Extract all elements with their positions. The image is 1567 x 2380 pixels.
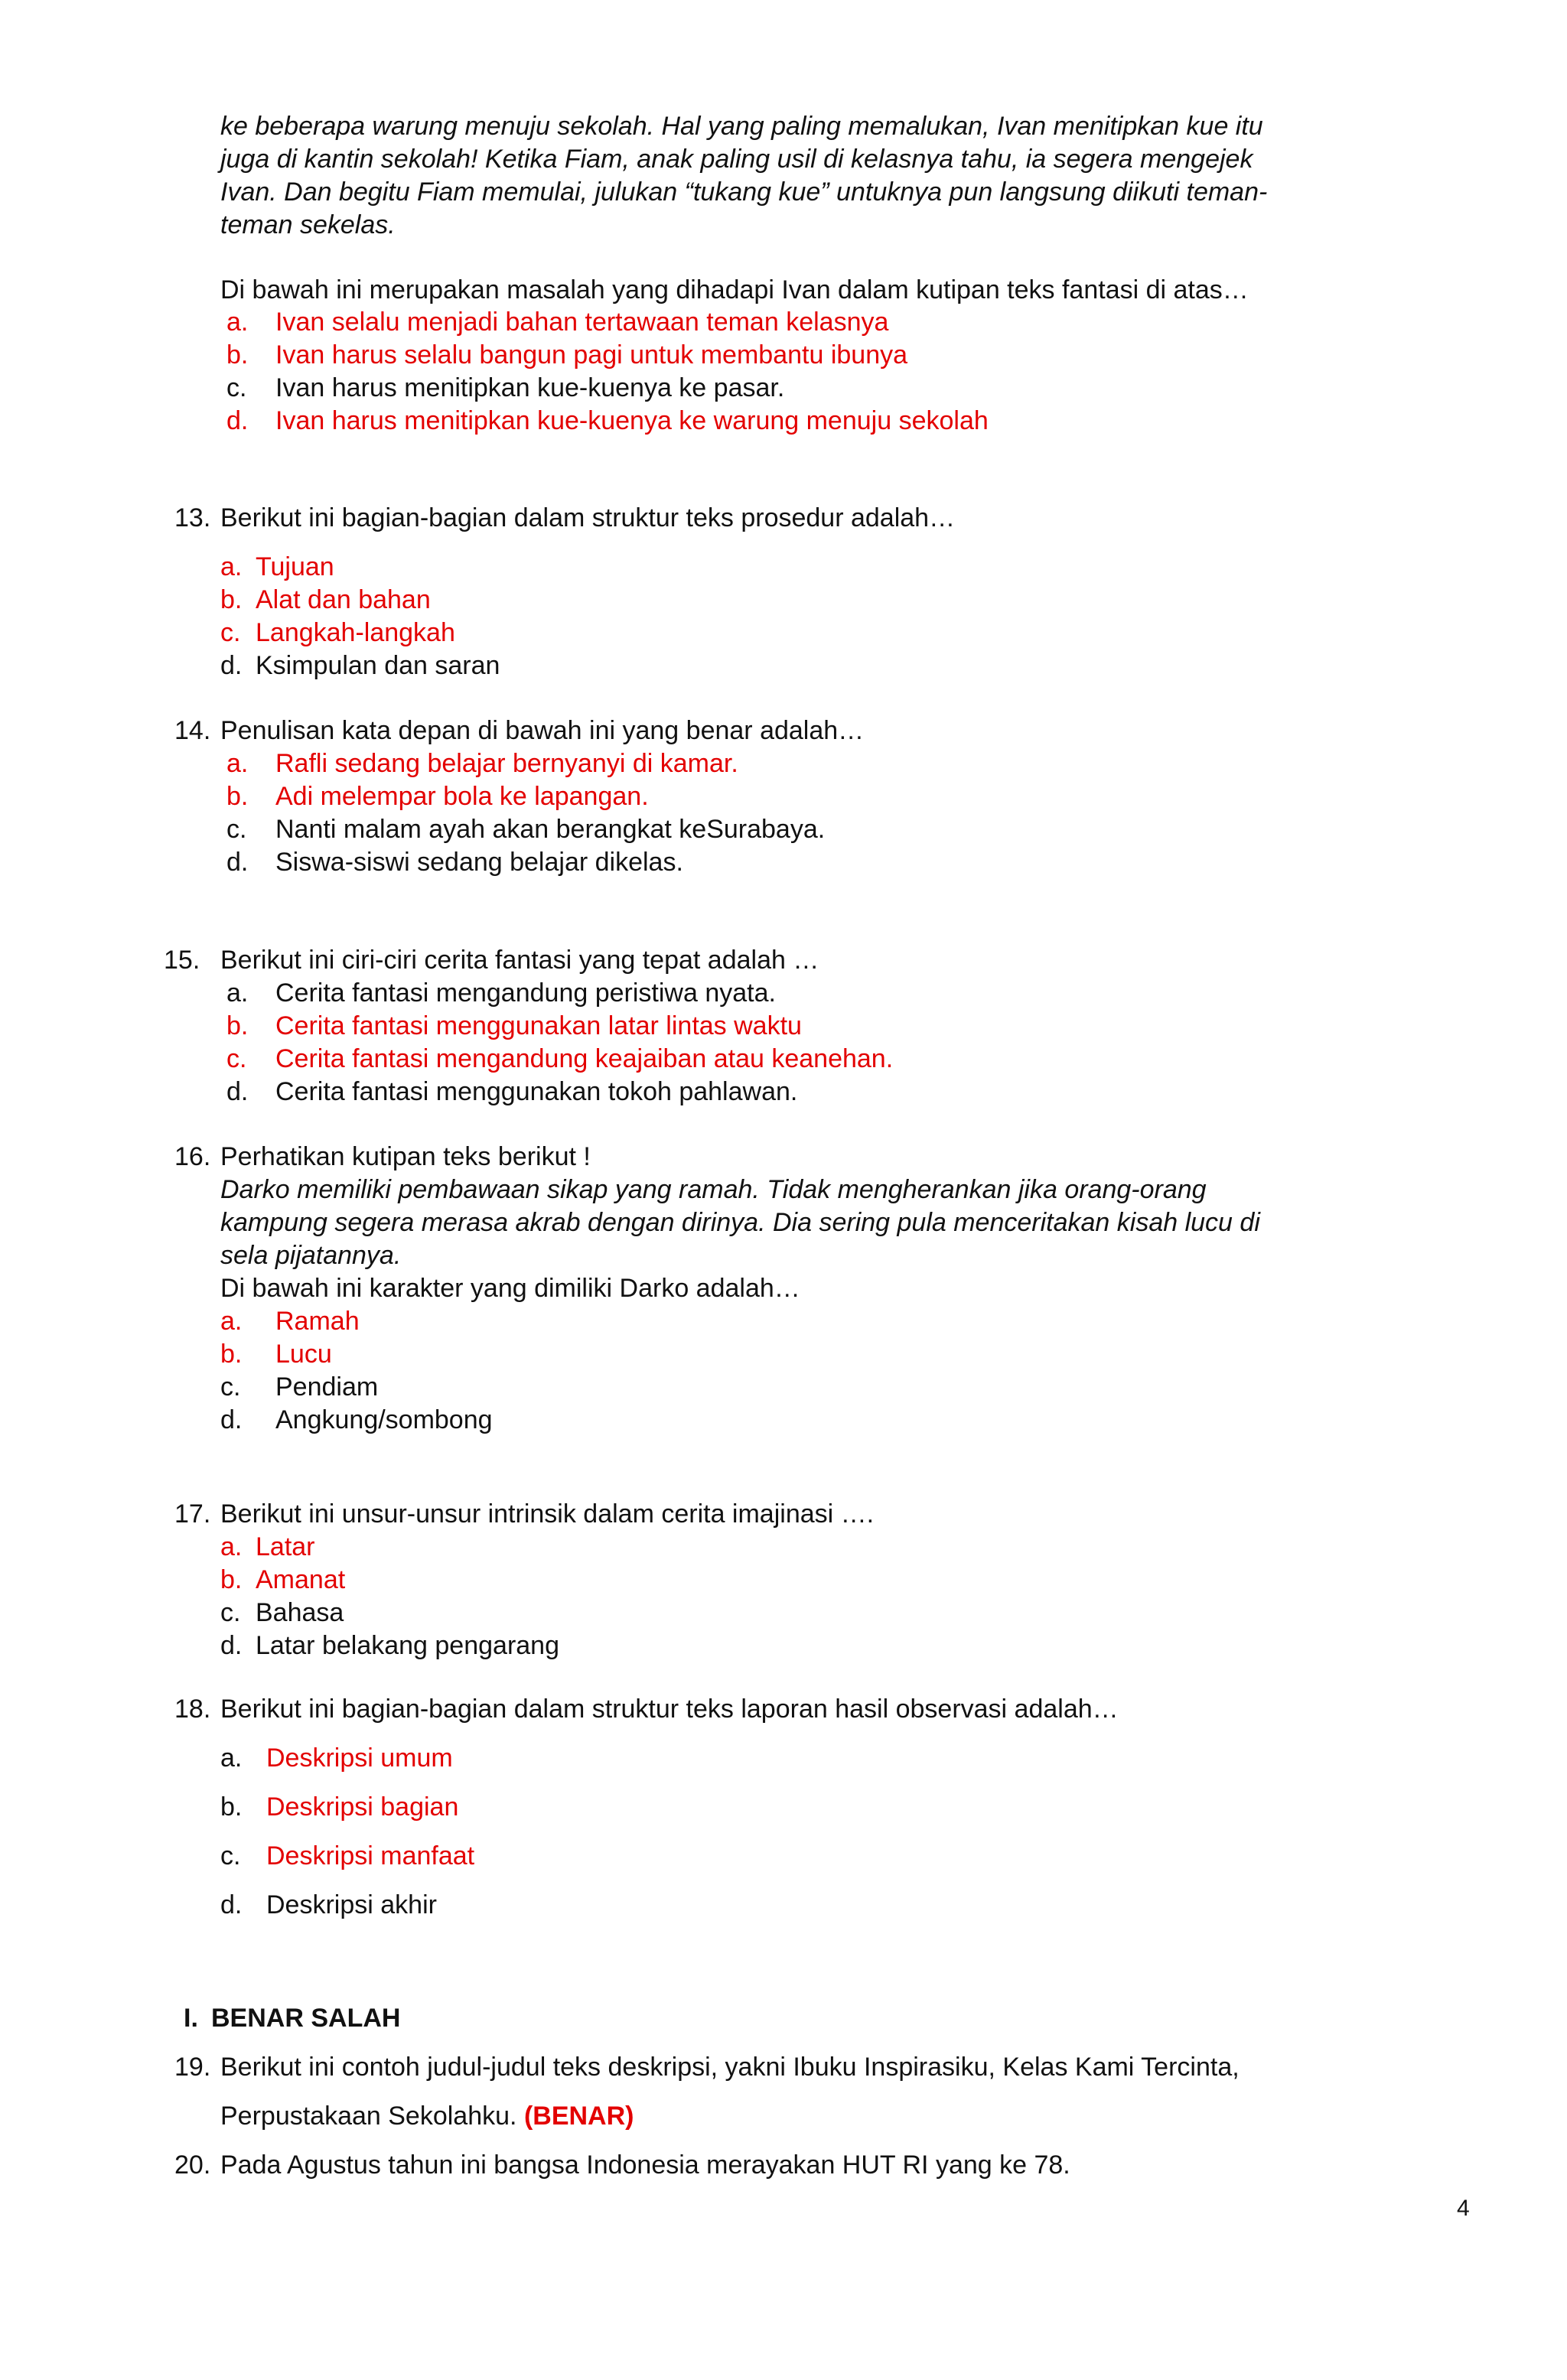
option-text: Bahasa xyxy=(256,1598,344,1627)
option-letter: d. xyxy=(220,1405,243,1434)
passage-line: teman sekelas. xyxy=(220,210,396,239)
question-number: 16. xyxy=(174,1142,211,1171)
option-letter: d. xyxy=(220,651,243,680)
section-number: I. xyxy=(184,2004,198,2033)
question-stem: Berikut ini bagian-bagian dalam struktur teks prosedur adalah… xyxy=(220,503,956,532)
question-stem: Perhatikan kutipan teks berikut ! xyxy=(220,1142,591,1171)
question-number: 19. xyxy=(174,2053,211,2082)
option-letter: a. xyxy=(220,1743,243,1773)
option-letter: c. xyxy=(226,373,247,402)
question-stem: Berikut ini unsur-unsur intrinsik dalam cerita imajinasi …. xyxy=(220,1499,875,1529)
option-letter: d. xyxy=(226,406,249,435)
option-text: Adi melempar bola ke lapangan. xyxy=(275,782,649,811)
option-letter: c. xyxy=(220,618,241,647)
option-letter: c. xyxy=(220,1598,241,1627)
option-letter: a. xyxy=(220,1307,243,1336)
option-letter: a. xyxy=(220,552,243,581)
option-text: Deskripsi akhir xyxy=(266,1890,437,1919)
answer-label: (BENAR) xyxy=(523,2102,634,2131)
question-text: Di bawah ini karakter yang dimiliki Darko adalah… xyxy=(220,1274,800,1303)
question-text: Pada Agustus tahun ini bangsa Indonesia merayakan HUT RI yang ke 78. xyxy=(220,2150,1070,2180)
option-text: Ramah xyxy=(275,1307,360,1336)
option-letter: b. xyxy=(220,585,243,614)
option-letter: b. xyxy=(226,782,249,811)
question-number: 13. xyxy=(174,503,211,532)
option-text: Latar belakang pengarang xyxy=(256,1631,559,1660)
question-text: Berikut ini contoh judul-judul teks deskripsi, yakni Ibuku Inspirasiku, Kelas Kami Tercinta, xyxy=(220,2053,1240,2082)
question-stem: Berikut ini ciri-ciri cerita fantasi yang tepat adalah … xyxy=(220,946,819,975)
option-letter: b. xyxy=(220,1792,243,1822)
question-number: 18. xyxy=(174,1695,211,1724)
option-letter: d. xyxy=(220,1890,243,1919)
option-text: Tujuan xyxy=(256,552,334,581)
option-text: Cerita fantasi menggunakan tokoh pahlawan. xyxy=(275,1077,798,1106)
option-text: Ivan harus menitipkan kue-kuenya ke pasar. xyxy=(275,373,785,402)
option-letter: a. xyxy=(226,749,249,778)
option-letter: d. xyxy=(220,1631,243,1660)
option-letter: a. xyxy=(220,1532,243,1561)
option-letter: c. xyxy=(220,1372,241,1402)
question-number: 20. xyxy=(174,2150,211,2180)
option-text: Cerita fantasi menggunakan latar lintas waktu xyxy=(275,1011,802,1040)
question-number: 14. xyxy=(174,716,211,745)
section-title: BENAR SALAH xyxy=(211,2004,401,2033)
quote-line: sela pijatannya. xyxy=(220,1241,402,1270)
question-stem: Penulisan kata depan di bawah ini yang benar adalah… xyxy=(220,716,865,745)
option-letter: c. xyxy=(220,1841,241,1870)
option-letter: a. xyxy=(226,978,249,1008)
option-letter: b. xyxy=(220,1565,243,1594)
option-letter: b. xyxy=(226,1011,249,1040)
option-letter: c. xyxy=(226,1044,247,1073)
option-letter: d. xyxy=(226,1077,249,1106)
question-number: 17. xyxy=(174,1499,211,1529)
quote-line: kampung segera merasa akrab dengan dirinya. Dia sering pula menceritakan kisah lucu di xyxy=(220,1208,1260,1237)
option-text: Angkung/sombong xyxy=(275,1405,493,1434)
option-text: Ivan harus selalu bangun pagi untuk membantu ibunya xyxy=(275,340,908,370)
option-text: Deskripsi manfaat xyxy=(266,1841,475,1870)
passage-line: juga di kantin sekolah! Ketika Fiam, anak paling usil di kelasnya tahu, ia segera mengejek xyxy=(220,145,1253,174)
option-text: Amanat xyxy=(256,1565,346,1594)
option-text: Cerita fantasi mengandung peristiwa nyata. xyxy=(275,978,776,1008)
option-text: Latar xyxy=(256,1532,315,1561)
question-stem: Berikut ini bagian-bagian dalam struktur teks laporan hasil observasi adalah… xyxy=(220,1695,1119,1724)
option-letter: b. xyxy=(220,1340,243,1369)
option-text: Pendiam xyxy=(275,1372,379,1402)
option-text: Deskripsi umum xyxy=(266,1743,453,1773)
option-letter: d. xyxy=(226,848,249,877)
option-text: Cerita fantasi mengandung keajaiban atau keanehan. xyxy=(275,1044,894,1073)
option-text: Ivan selalu menjadi bahan tertawaan teman kelasnya xyxy=(275,308,889,337)
question-text-continued xyxy=(220,2100,634,2132)
option-text: Siswa-siswi sedang belajar dikelas. xyxy=(275,848,683,877)
quote-line: Darko memiliki pembawaan sikap yang ramah. Tidak mengherankan jika orang-orang xyxy=(220,1175,1207,1204)
option-text: Ksimpulan dan saran xyxy=(256,651,500,680)
option-letter: a. xyxy=(226,308,249,337)
question-number: 15. xyxy=(164,946,200,975)
passage-line: Ivan. Dan begitu Fiam memulai, julukan “tukang kue” untuknya pun langsung diikuti teman- xyxy=(220,177,1268,207)
option-text: Deskripsi bagian xyxy=(266,1792,459,1822)
option-text: Nanti malam ayah akan berangkat keSurabaya. xyxy=(275,815,826,844)
option-letter: c. xyxy=(226,815,247,844)
question-stem: Di bawah ini merupakan masalah yang dihadapi Ivan dalam kutipan teks fantasi di atas… xyxy=(220,275,1249,304)
question-text-part: Perpustakaan Sekolahku. xyxy=(220,2102,524,2131)
option-text: Rafli sedang belajar bernyanyi di kamar. xyxy=(275,749,738,778)
option-text: Langkah-langkah xyxy=(256,618,455,647)
page-number: 4 xyxy=(1457,2196,1470,2221)
option-text: Lucu xyxy=(275,1340,332,1369)
passage-line: ke beberapa warung menuju sekolah. Hal yang paling memalukan, Ivan menitipkan kue itu xyxy=(220,112,1263,141)
option-letter: b. xyxy=(226,340,249,370)
option-text: Ivan harus menitipkan kue-kuenya ke warung menuju sekolah xyxy=(275,406,989,435)
option-text: Alat dan bahan xyxy=(256,585,431,614)
